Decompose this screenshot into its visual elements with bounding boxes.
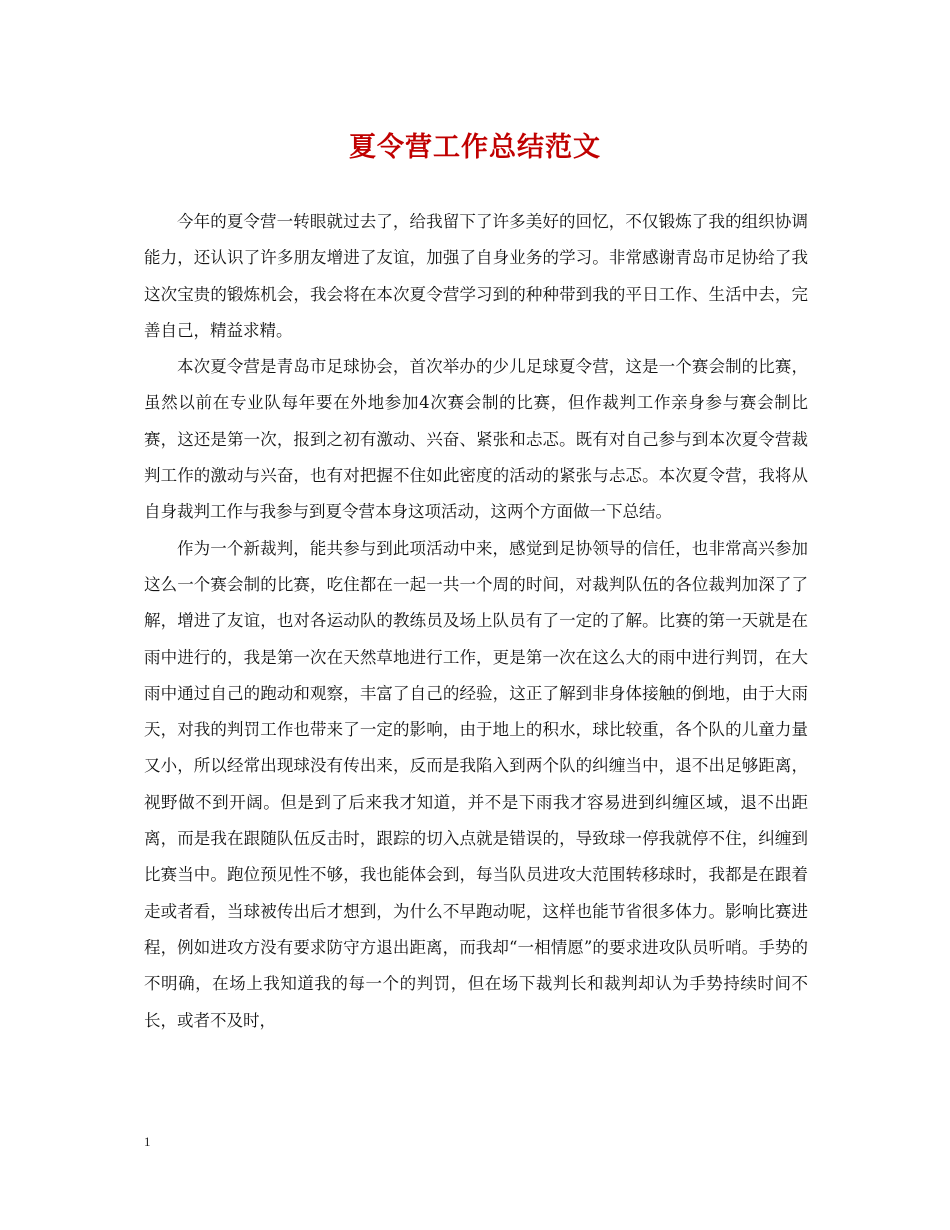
document-body xyxy=(144,204,808,1039)
paragraph-2: 本次夏令营是青岛市足球协会，首次举办的少儿足球夏令营，这是一个赛会制的比赛，虽然以前在专业队每年要在外地参加4次赛会制的比赛，但作裁判工作亲身参与赛会制比赛，这还是第一次，报到之初有激动、兴奋、紧张和忐忑。既有对自己参与到本次夏令营裁判工作的激动与兴奋，也有对把握不住如此密度的活动的紧张与忐忑。本次夏令营，我将从自身裁判工作与我参与到夏令营本身这项活动，这两个方面做一下总结。 xyxy=(144,357,808,522)
paragraph-1: 今年的夏令营一转眼就过去了，给我留下了许多美好的回忆，不仅锻炼了我的组织协调能力，还认识了许多朋友增进了友谊，加强了自身业务的学习。非常感谢青岛市足协给了我这次宝贵的锻炼机会，我会将在本次夏令营学习到的种种带到我的平日工作、生活中去，完善自己，精益求精。 xyxy=(144,212,808,340)
page-number: 1 xyxy=(144,1134,151,1149)
paragraph-3: 作为一个新裁判，能共参与到此项活动中来，感觉到足协领导的信任，也非常高兴参加这么一个赛会制的比赛，吃住都在一起一共一个周的时间，对裁判队伍的各位裁判加深了了解，增进了友谊，也对各运动队的教练员及场上队员有了一定的了解。比赛的第一天就是在雨中进行的，我是第一次在天然草地进行工作，更是第一次在这么大的雨中进行判罚，在大雨中通过自己的跑动和观察，丰富了自己的经验，这正了解到非身体接触的倒地，由于大雨天，对我的判罚工作也带来了一定的影响，由于地上的积水，球比较重，各个队的儿童力量又小，所以经常出现球没有传出来，反而是我陷入到两个队的纠缠当中，退不出足够距离，视野做不到开阔。但是到了后来我才知道，并不是下雨我才容易进到纠缠区域，退不出距离，而是我在跟随队伍反击时，跟踪的切入点就是错误的，导致球一停我就停不住，纠缠到比赛当中。跑位预见性不够，我也能体会到，每当队员进攻大范围转移球时，我都是在跟着走或者看，当球被传出后才想到，为什么不早跑动呢，这样也能节省很多体力。影响比赛进程，例如进攻方没有要求防守方退出距离，而我却“一相情愿”的要求进攻队员听哨。手势的不明确，在场上我知道我的每一个的判罚，但在场下裁判长和裁判却认为手势持续时间不长，或者不及时， xyxy=(144,538,808,1030)
document-title: 夏令营工作总结范文 xyxy=(349,132,601,163)
